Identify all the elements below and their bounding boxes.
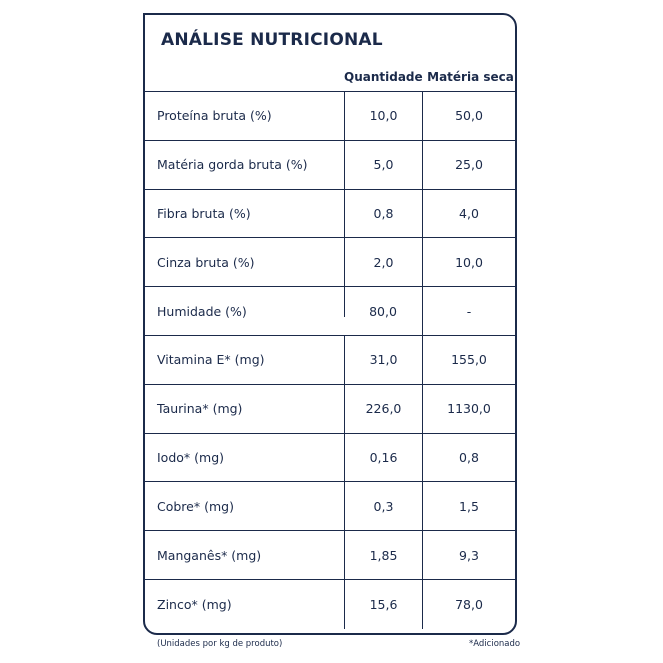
row-quantity: 5,0: [344, 141, 422, 189]
row-dry-matter: 4,0: [422, 190, 515, 238]
row-quantity: 1,85: [344, 531, 422, 579]
table-row: [145, 238, 515, 287]
row-label: Iodo* (mg): [157, 449, 225, 465]
row-quantity: 0,8: [344, 190, 422, 238]
row-dry-matter: 1130,0: [422, 385, 515, 433]
table-row: [145, 531, 515, 580]
row-quantity: 2,0: [344, 238, 422, 286]
row-quantity: 15,6: [344, 580, 422, 629]
table-row: [145, 434, 515, 483]
row-label: Taurina* (mg): [157, 401, 243, 417]
table-title: ANÁLISE NUTRICIONAL: [161, 30, 383, 50]
row-quantity: 80,0: [344, 287, 422, 335]
row-dry-matter: 25,0: [422, 141, 515, 189]
row-label: Matéria gorda bruta (%): [157, 157, 308, 173]
row-quantity: 31,0: [344, 336, 422, 384]
table-row: [145, 580, 515, 629]
row-dry-matter: -: [422, 287, 515, 335]
table-row: [145, 287, 515, 336]
row-label: Humidade (%): [157, 303, 247, 319]
nutrition-rows: [145, 91, 515, 629]
row-label: Vitamina E* (mg): [157, 352, 265, 368]
row-dry-matter: 155,0: [422, 336, 515, 384]
row-dry-matter: 0,8: [422, 434, 515, 482]
row-quantity: 10,0: [344, 92, 422, 140]
column-header-quantity: Quantidade: [344, 70, 423, 84]
table-row: [145, 482, 515, 531]
row-label: Fibra bruta (%): [157, 205, 251, 221]
column-header-dry-matter: Matéria seca: [427, 70, 514, 84]
table-row: [145, 141, 515, 190]
row-quantity: 0,3: [344, 482, 422, 530]
row-dry-matter: 78,0: [422, 580, 515, 629]
row-dry-matter: 1,5: [422, 482, 515, 530]
nutrition-table-card: [143, 13, 517, 635]
row-label: Proteína bruta (%): [157, 108, 272, 124]
row-dry-matter: 9,3: [422, 531, 515, 579]
table-row: [145, 92, 515, 141]
footnote-units: (Unidades por kg de produto): [157, 639, 283, 649]
row-quantity: 0,16: [344, 434, 422, 482]
row-label: Cobre* (mg): [157, 498, 234, 514]
row-quantity: 226,0: [344, 385, 422, 433]
row-dry-matter: 50,0: [422, 92, 515, 140]
row-label: Zinco* (mg): [157, 596, 232, 612]
footnote-added: *Adicionado: [469, 639, 521, 649]
row-label: Cinza bruta (%): [157, 254, 255, 270]
table-row: [145, 385, 515, 434]
table-row: [145, 190, 515, 239]
table-row: [145, 336, 515, 385]
row-dry-matter: 10,0: [422, 238, 515, 286]
row-label: Manganês* (mg): [157, 547, 262, 563]
